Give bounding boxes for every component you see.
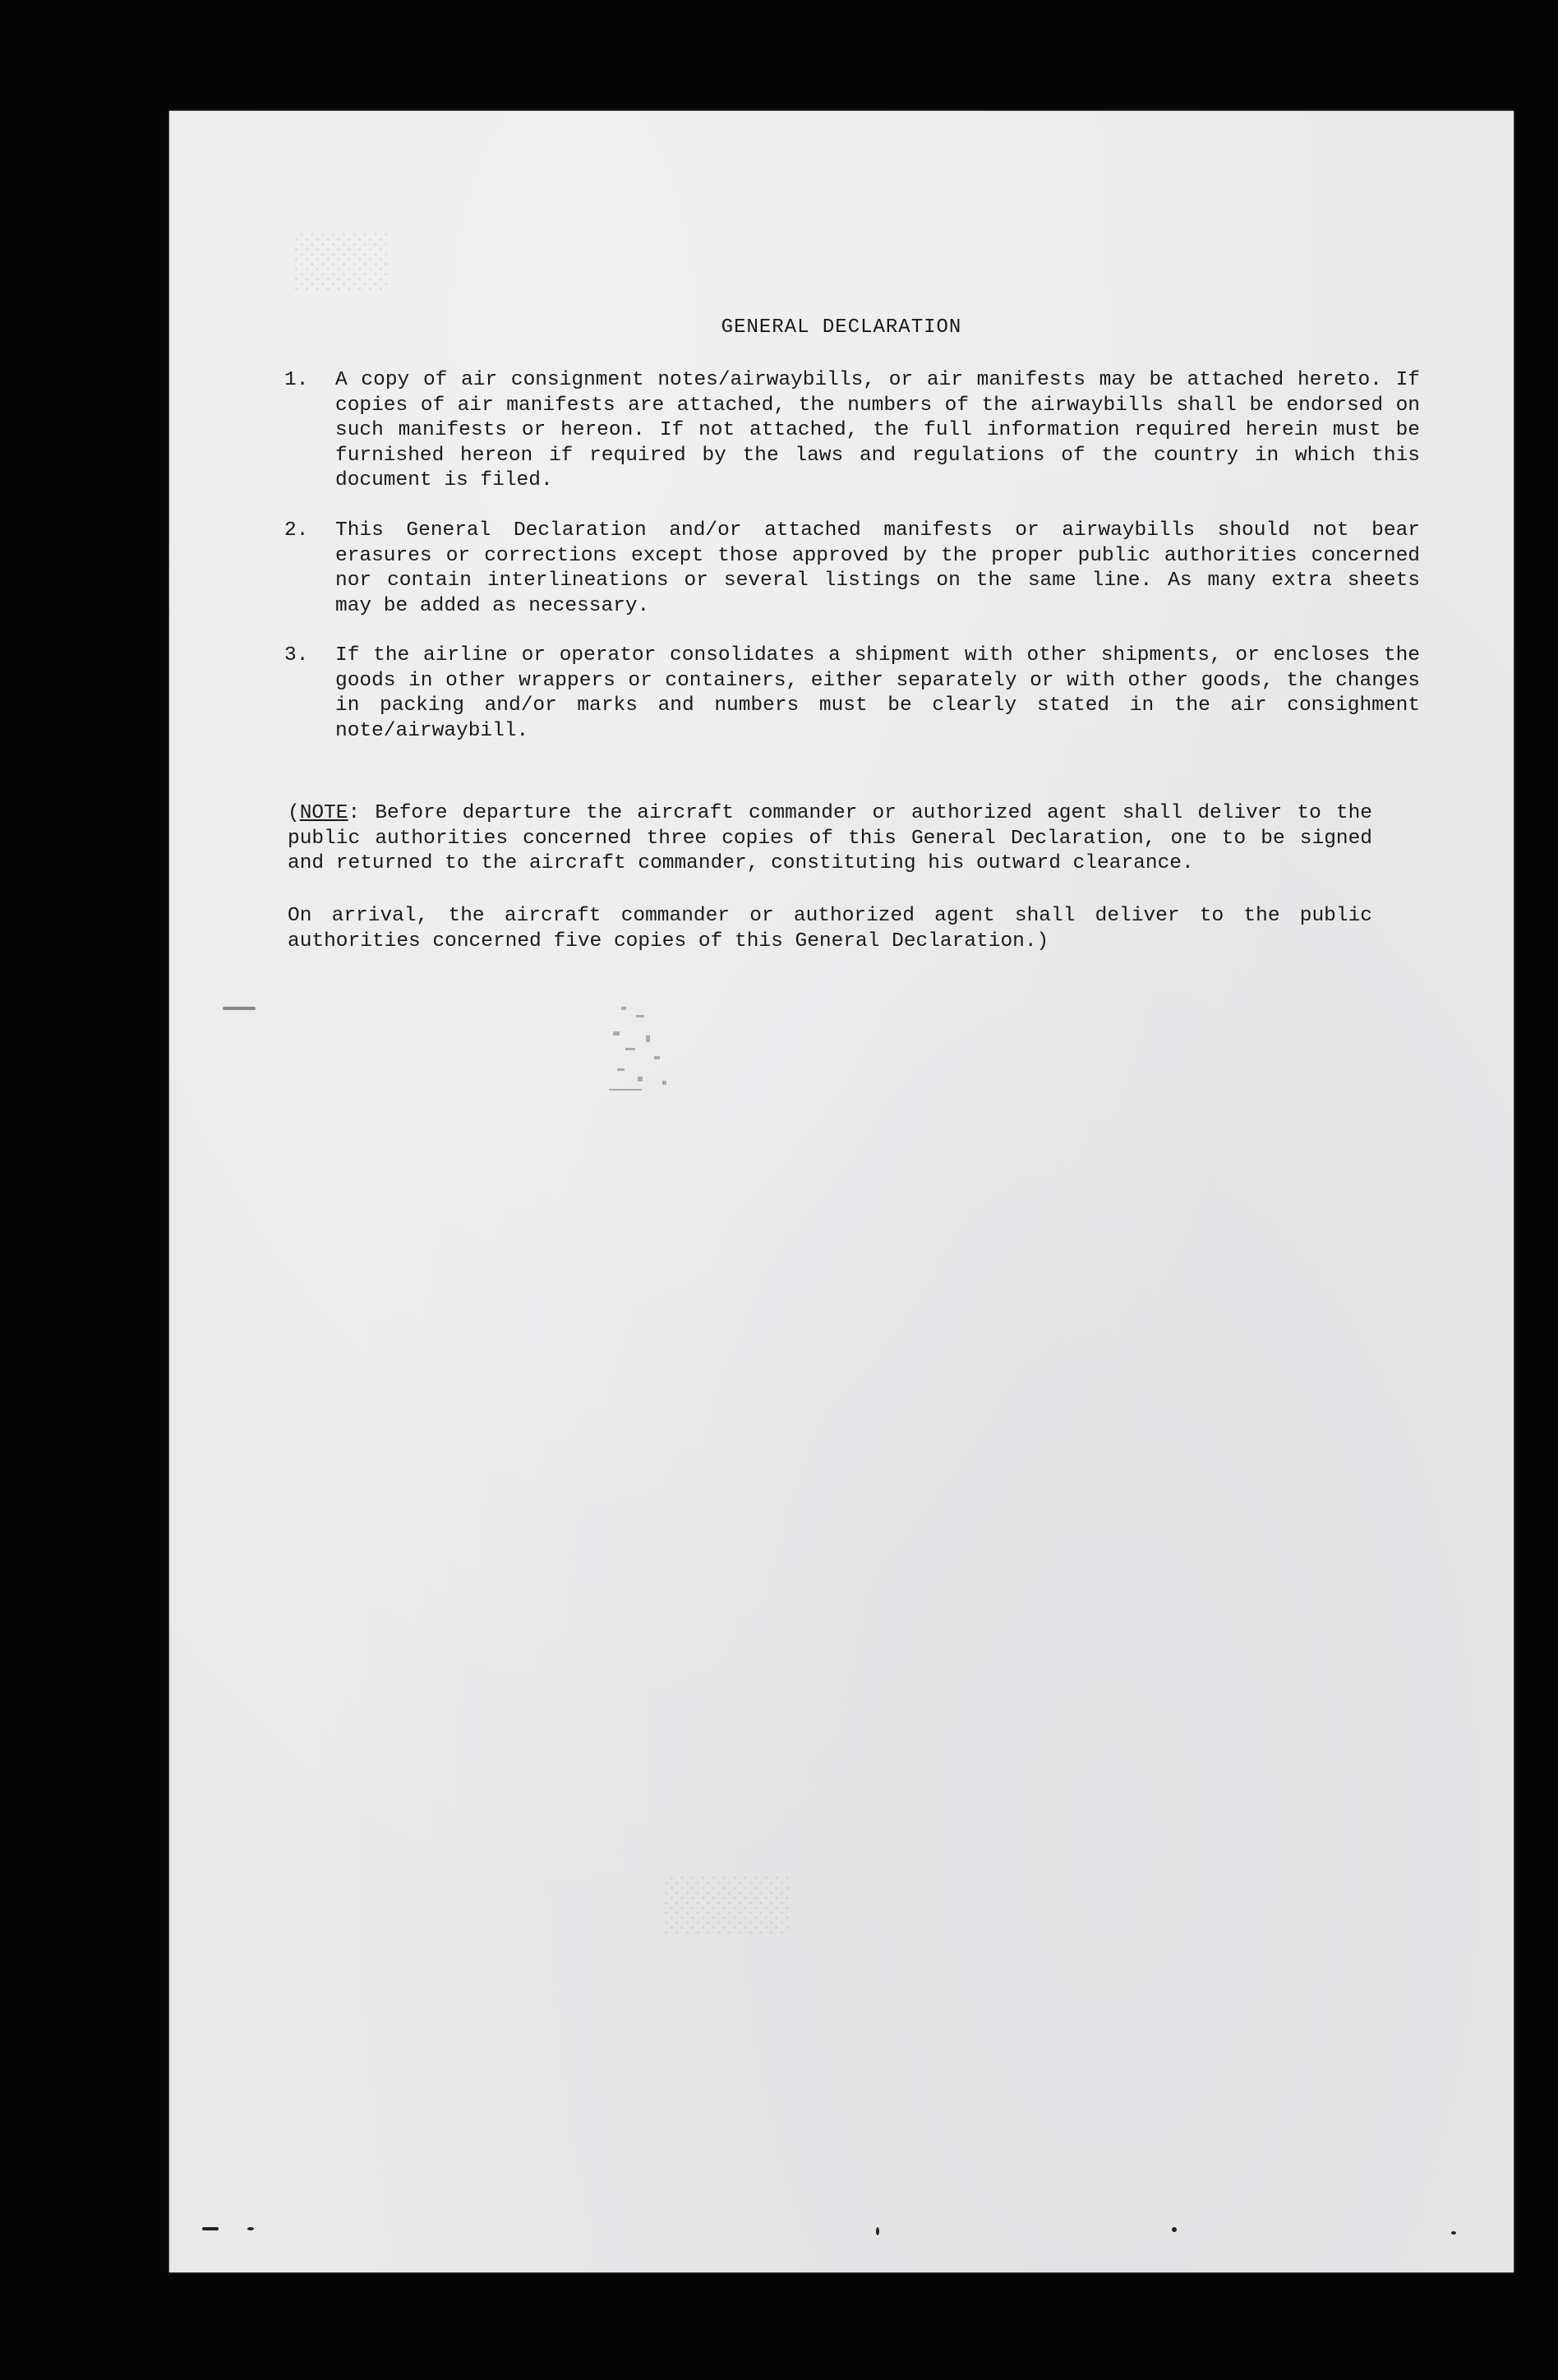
document-title: GENERAL DECLARATION bbox=[721, 316, 962, 339]
ink-mark bbox=[1172, 2227, 1177, 2232]
item-text: This General Declaration and/or attached manifests or airwaybills should not bear erasures or corrections except those approved by the proper public authorities concerned nor contain interlineations or several listings on the same line. As many extra sheets may be added as necessary. bbox=[335, 519, 1420, 617]
document-page bbox=[169, 111, 1514, 2272]
item-number: 2. bbox=[284, 519, 309, 542]
note-text: Before departure the aircraft commander or authorized agent shall deliver to the public authorities concerned three copies of this General Declaration, one to be signed and returned to the aircraft commander, constituting his outward clearance. bbox=[288, 802, 1372, 874]
item-number: 3. bbox=[284, 644, 309, 666]
instruction-item-1 bbox=[284, 368, 1420, 494]
instruction-item-2 bbox=[284, 519, 1420, 619]
ink-mark bbox=[223, 1007, 256, 1010]
item-text: If the airline or operator consolidates a shipment with other shipments, or encloses the goods in other wrappers or containers, either separately or with other goods, the changes in packing and/or marks and numbers must be clearly stated in the air consighment note/airwaybill. bbox=[335, 644, 1420, 742]
item-number: 1. bbox=[284, 369, 309, 391]
ink-mark bbox=[876, 2227, 879, 2235]
stamp-smudge bbox=[597, 999, 695, 1114]
bleed-through-text: ░░░░ bbox=[662, 1878, 789, 1937]
bleed-through-text: ░░░ bbox=[293, 234, 388, 293]
ink-mark bbox=[247, 2227, 254, 2230]
item-text: A copy of air consignment notes/airwaybills, or air manifests may be attached hereto. If copies of air manifests are attached, the numbers of the airwaybills shall be endorsed on such manifests or hereon. If not attached, the full information required herein must be furnished hereon if required by the laws and regulations of the country in which this document is filed. bbox=[335, 369, 1420, 491]
instruction-item-3 bbox=[284, 643, 1420, 744]
note-open-paren: ( bbox=[288, 802, 300, 824]
note-heading: NOTE bbox=[299, 802, 348, 824]
note-paragraph bbox=[288, 801, 1372, 877]
ink-mark bbox=[202, 2227, 219, 2230]
arrival-paragraph: On arrival, the aircraft commander or authorized agent shall deliver to the public authorities concerned five copies of this General Declaration.) bbox=[288, 905, 1372, 952]
note-colon: : bbox=[348, 802, 361, 824]
ink-mark bbox=[1451, 2231, 1456, 2235]
